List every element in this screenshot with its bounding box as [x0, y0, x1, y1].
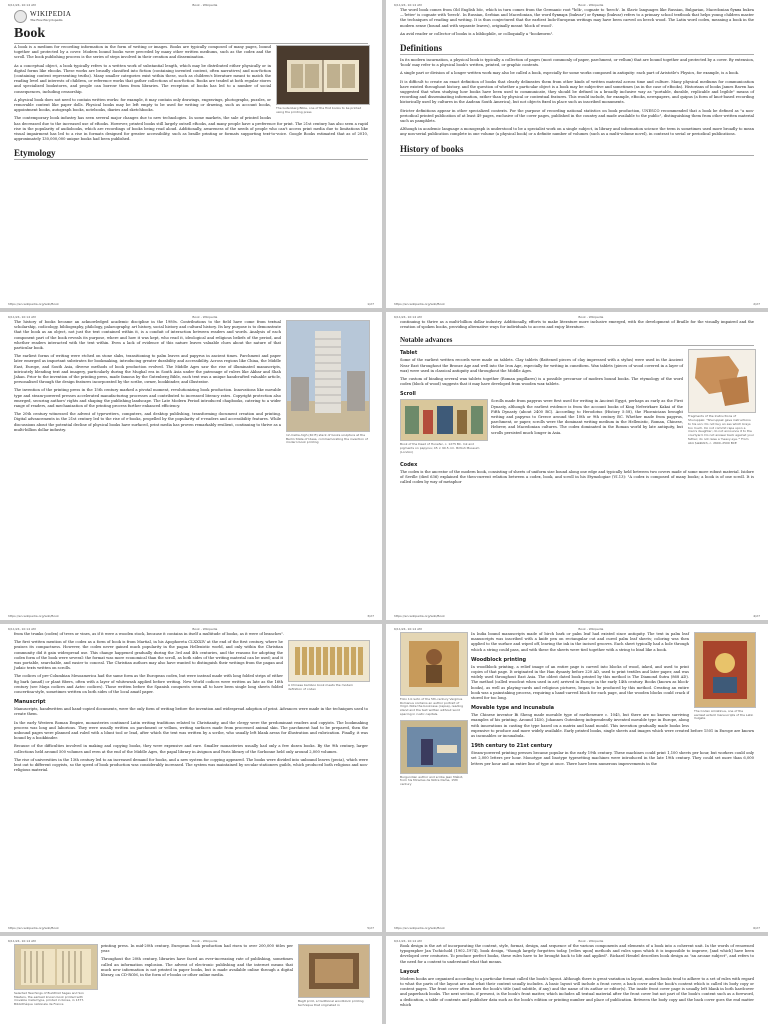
- section-heading-notable-advances: Notable advances: [400, 336, 754, 346]
- figure-caption: The Gutenberg Bible, one of the first books to be printed using the printing press: [276, 105, 362, 114]
- paragraph: The codex is the ancestor of the modern book, consisting of sheets of uniform size bound along one edge and typically held between two covers made of some more robust material. Isidore of Seville (died 636) explained the then-current relation between a codex, book, and scroll in his Etymologiae (VI.13): "A codex is composed of many books; a book is of one scroll. It is called codex by way of metaphor: [400, 469, 754, 485]
- page-header: [386, 936, 768, 944]
- paragraph: As a conceptual object, a book typically refers to a written work of substantial length, which may be distributed either physically or in digital forms like ebooks. These works are broadly classified into fiction (containing invented content, often narratives) and non-fiction (containing content representing truths). Many smaller categories exist within these, such as children's literature meant to match the reading level and interests of children, or reference works that gather collections of non-fiction. Books are traded at both regular stores and specialized bookstores, and people can borrow them from libraries. The reception of books has led to a number of social consequences, including censorship.: [14, 63, 271, 94]
- header-title: Book - Wikipedia: [578, 315, 604, 319]
- pdf-page-5: [0, 624, 382, 932]
- paragraph: The codices of pre-Columbian Mesoamerica had the same form as the European codex, but were instead made with long folded strips of either fig bark (amatl) or plant fibers, often with a layer of whitewash applied before writing. New World codices were written as late as the 16th century (see Maya codices and Aztec codices). Those written before the Spanish conquests seem all to have been single long sheets folded concertina-style, sometimes written on both sides of the local amatl paper.: [14, 674, 283, 695]
- pdf-page-7: [0, 936, 382, 1024]
- figure-jikji: [14, 944, 96, 1007]
- page-footer: [8, 302, 374, 306]
- page-number: 4/27: [753, 614, 760, 618]
- paragraph: The earliest forms of writing were etched on stone slabs, transitioning to palm leaves and papyrus in ancient times. Parchment and paper later emerged as important substrates for bookmaking, introducing greater durability and accessibility. Across regions like China, the Middle East, Europe, and South Asia, diverse methods of book production evolved. The Middle Ages saw the rise of illuminated manuscripts, intricately blending text and imagery, particularly during the Mughal era in South Asia under the patronage of rulers like Akbar and Shah Jahan. Prior to the invention of the printing press, made famous by the Gutenberg Bible, each text was a unique handcrafted valuable article, personalised through the design features incorporated by the scribe, owner, bookbinder, and illustrator.: [14, 354, 281, 385]
- paragraph: The contemporary book industry has seen several major changes due to new technologies. In some markets, the sale of printed books has decreased due to the increased use of eBooks. However, printed books still largely outsell eBooks, and many people have a preference for print. The 21st century has also seen a rapid rise in the popularity of audiobooks, which are recordings of books being read aloud. Additionally, awareness of the needs of people who can't access print media due to limitations like visual impairment has led to a rise in formats designed for greater accessibility, such as braille printing or formats supporting text-to-voice. Google Books estimated that as of 2010, approximately 130,000,000 unique books had been published.: [14, 116, 368, 142]
- paragraph: In woodblock printing, a relief image of an entire page is carved into blocks of wood, inked, and used to print copies of that page. It originated in the Han dynasty before 220 AD, used to print textiles and later paper, and was widely used throughout East Asia. The oldest dated book printed by this method is The Diamond Sutra (868 AD). The method (called woodcut when used in art) arrived in Europe in the early 14th century. Books (known as block-books), as well as playing-cards and religious pictures, began to be produced by this method. Creating an entire book was a painstaking process, requiring a hand-carved block for each page, and the wooden blocks could crack if stored for too long.: [471, 664, 689, 701]
- header-title: Book - Wikipedia: [192, 627, 218, 631]
- paragraph: It is difficult to create an exact definition of books that clearly delineates them from other kinds of written material across time and culture. Many physical mediums for communication have existed throughout history, and the question of whether a particular object is a book may be subjective and sometimes (as in the case of eBooks). Historians of books James Raven has suggested that when studying how books have been used to communicate, they should be defined in a broadly inclusive way as "portable, durable, replicable and legible" means of recording and disseminating information, rather than by physical or contextual features. This would include, for example, eBooks, newspapers, and quipus (a form of knot-based recording historically used by cultures in the Andean South America), but not objects fixed in place such as inscribed monuments.: [400, 79, 754, 105]
- header-date: 6/11/24, 10:14 AM: [394, 3, 422, 7]
- gutenberg-bible-image: [276, 45, 370, 105]
- figure-caption: Selected Teachings of Buddhist Sages and Son Masters, the earliest known book printed with movable metal type, printed in Korea, in 1377. Bibliothèque nationale de France: [14, 990, 85, 1007]
- paragraph: The history of books became an acknowledged academic discipline in the 1980s. Contributions to the field have come from textual scholarship, codicology, bibliography, philology, palaeography, art history, social history and cultural history. Its key purpose is to demonstrate that the book as an object, not just the text contained within it, is a conduit of interaction between readers and words. Analysis of each component part of the book reveals its purpose, where and how it was kept, who read it, ideological and religious beliefs of the period, and whether readers interacted with the text within. Even a lack of evidence of this nature leaves valuable clues about the nature of that particular book.: [14, 320, 281, 351]
- page-number: 3/27: [367, 614, 374, 618]
- pdf-page-4: [386, 312, 768, 620]
- paragraph: An avid reader or collector of books is a bibliophile, or colloquially a "bookworm".: [400, 31, 554, 36]
- figure-chinese-bamboo-book: [288, 640, 368, 691]
- figure-caption: Burgundian author and scribe Jean Miélot, from his Miracles de Notre Dame, 15th century: [400, 774, 464, 787]
- header-title: Book - Wikipedia: [578, 939, 604, 943]
- section-heading-etymology: Etymology: [14, 148, 368, 160]
- figure-book-stack-sculpture: [286, 320, 368, 445]
- header-date: 6/11/24, 10:14 AM: [8, 315, 36, 319]
- figure-baglt-print: [298, 944, 368, 1007]
- page-header: [386, 0, 768, 8]
- paragraph: Stricter definitions appear in other specialized contexts. For the purpose of recording national statistics on book production, UNESCO recommended that a book be defined as "a non-periodical printed publication of at least 49 pages, exclusive of the cover pages, published in the country and made available to the public", distinguishing them from other written material such as pamphlets.: [400, 108, 754, 124]
- footer-url[interactable]: https://en.wikipedia.org/wiki/Book: [394, 926, 445, 930]
- pdf-page-8: [386, 936, 768, 1024]
- figure-book-of-the-dead: [400, 399, 486, 454]
- page-number: 6/27: [753, 926, 760, 930]
- paragraph: A physical book does not need to contain written works: for example, it may contain only drawings, engravings, photographs, puzzles, or removable content like paper dolls. Physical books may be left empty to be used for writing or drawing, such as account books, appointment books, autograph books, notebooks, diaries and sketchbooks.: [14, 97, 271, 113]
- page-header: [0, 624, 382, 632]
- paragraph: In its modern incarnation, a physical book is typically a collection of pages (most commonly of paper, parchment, or vellum) that are bound together and protected by a cover. By extension, 'book' may refer to a physical book's written, printed, or graphic contents.: [400, 58, 754, 68]
- pdf-page-3: [0, 312, 382, 620]
- subsection-heading-manuscript: Manuscript: [14, 699, 46, 706]
- paragraph: Some of the earliest written records were made on tablets. Clay tablets (flattened pieces of clay impressed with a stylus) were used in the Ancient Near East throughout the Bronze Age and well into the Iron Age, especially for writing in cuneiform. Wax tablets (pieces of wood covered in a layer of wax) were used in classical antiquity and throughout the Middle Ages.: [400, 358, 683, 373]
- figure-caption: Baglt print, a traditional woodblock printing technique that originated in: [298, 998, 364, 1007]
- codex-amiatinus-image: [694, 632, 756, 708]
- header-date: 6/11/24, 10:14 AM: [394, 315, 422, 319]
- paragraph: Because of the difficulties involved in making and copying books, they were expensive and rare. Smaller monasteries usually had only a few dozen books. By the 9th century, larger collections held around 500 volumes and even at the end of the Middle Ages, the papal library in Avignon and Paris library of the Sorbonne held only around 2,000 volumes.: [14, 744, 368, 754]
- figure-caption: Book of the Dead of Hunefer, c. 1275 BC. Ink and pigments on papyrus; 45 × 90.5 cm. British Museum (London): [400, 442, 480, 454]
- header-title: Book - Wikipedia: [578, 627, 604, 631]
- vergilius-romanus-image: [400, 632, 468, 696]
- section-heading-definitions: Definitions: [400, 43, 754, 55]
- subsection-heading-19th-century: 19th century to 21st century: [471, 743, 553, 750]
- jean-mielot-image: [400, 720, 468, 774]
- paragraph: The custom of binding several wax tablets together (Roman pugillares) is a possible precursor of modern bound books. The etymology of the word codex (block of wood) suggests that it may have developed from wooden wax tablets.: [400, 377, 683, 387]
- pdf-page-2: [386, 0, 768, 308]
- page-number: 2/27: [753, 302, 760, 306]
- paragraph: The 20th century witnessed the advent of typewriters, computers, and desktop publishing, transforming document creation and printing. Digital advancements in the 21st century led to the rise of e-books, propelled by the popularity of e-readers and accessibility features. While discussions about the potential decline of physical books have surfaced, print media has proven remarkably resilient, continuing to thrive as a multi-billion dollar industry.: [14, 412, 281, 432]
- page-number: 1/27: [367, 302, 374, 306]
- footer-url[interactable]: https://en.wikipedia.org/wiki/Book: [394, 614, 445, 618]
- page-header: [386, 624, 768, 632]
- paragraph: printing press. In mid-20th century, European book production had risen to over 200,000 titles per year.: [101, 944, 293, 954]
- figure-caption: Fragments of the Instructions of Shuruppak: "Shuruppak gave instructions to his son: Do not buy an ass which brays too much. Do not commit rape upon a man's daughter; do not announce it to the courtyard. Do not answer back against your father; do not raise a 'heavy eye.'" From Abū Ṣalābīkh, c. 2600–2500 BCE: [688, 414, 754, 445]
- jikji-image: [14, 944, 98, 990]
- subsection-heading-codex: Codex: [400, 461, 418, 468]
- paragraph: A single part or division of a longer written work may also be called a book, especially for some works composed in antiquity: each part of Aristotle's Physics, for example, is a book.: [400, 71, 740, 76]
- paragraph: Although in academic language a monograph is understood to be a specialist work on a single subject, in library and information science the term is sometimes used more broadly to mean any non-serial publication complete in one volume (a physical book) or a definite number of volumes (such as a multi-volume novel), in contrast to serial or periodical publications.: [400, 127, 754, 137]
- paragraph: from the trunks (codex) of trees or vines, as if it were a wooden stock, because it contains in itself a multitude of books, as it were of branches".: [14, 632, 285, 636]
- figure-caption: 12-metre-high (40 ft) stack of books sculpture at the Berlin State of Ideas, commemorating the invention of modern book printing: [286, 432, 368, 445]
- paragraph: The first written mention of the codex as a form of book is from Martial, in his Apophoreta CLXXXIV at the end of the first century, where he praises its compactness. However, the codex never gained much popularity in the pagan Hellenistic world, and only within the Christian community did it gain widespread use. This change happened gradually during the 3rd and 4th centuries, and the reasons for adopting the codex form of the book were several: the format was more economical than the scroll, as both sides of the writing material can be used; and it was portable, searchable, and easier to conceal. The Christian authors may also have wanted to distinguish their writings from the pagan and Judaic texts written on scrolls.: [14, 640, 283, 671]
- lead-paragraph: A book is a medium for recording information in the form of writing or images. Books are typically composed of many pages, bound together and protected by a cover. Modern bound books were preceded by many other written mediums, such as the codex and the scroll. The book publishing process is the series of steps involved in their creation and dissemination.: [14, 45, 271, 60]
- paragraph: The rise of universities in the 13th century led to an increased demand for books, and a new system for copying appeared. The books were divided into unbound leaves (pecia), which were lent out to different copyists, so the speed of book production was considerably increased. The system was maintained by secular stationers guilds, which produced both religious and non-religious material.: [14, 757, 368, 773]
- bamboo-book-image: [288, 640, 370, 682]
- book-of-the-dead-image: [400, 399, 488, 441]
- page-footer: [8, 926, 374, 930]
- page-footer: [394, 614, 760, 618]
- paragraph: In India bound manuscripts made of birch bark or palm leaf had existed since antiquity. The text in palm leaf manuscripts was inscribed with a knife pen on rectangular cut and cured palm leaf sheets; coloring was then applied to the surface and wiped off, leaving the ink in the incised grooves. Each sheet typically had a hole through which a string could pass, and with these the sheets were tied together with a string to bind like a book.: [471, 632, 689, 652]
- figure-vergilius-romanus: [400, 632, 466, 787]
- page-footer: [8, 614, 374, 618]
- header-date: 6/11/24, 10:14 AM: [8, 627, 36, 631]
- paragraph: Manuscripts, handwritten and hand-copied documents, were the only form of writing before the invention and widespread adoption of print. Advances were made in the techniques used to create them.: [14, 707, 368, 717]
- figure-caption: The Codex Amiatinus, one of the earliest extant manuscripts of the Latin Vulgate: [694, 708, 754, 721]
- baglt-print-image: [298, 944, 370, 998]
- footer-url[interactable]: https://en.wikipedia.org/wiki/Book: [8, 926, 59, 930]
- page-header: [0, 936, 382, 944]
- pdf-page-6: [386, 624, 768, 932]
- footer-url[interactable]: https://en.wikipedia.org/wiki/Book: [394, 302, 445, 306]
- header-date: 6/11/24, 10:14 AM: [394, 627, 422, 631]
- figure-caption: A Chinese bamboo book meets the modern definition of codex: [288, 683, 354, 691]
- logo-tagline: The Free Encyclopedia: [30, 18, 63, 22]
- paragraph: continuing to thrive as a multi-billion dollar industry. Additionally, efforts to make literature more inclusive emerged, with the development of Braille for the visually impaired and the creation of spoken books, providing alternative ways for individuals to access and enjoy literature.: [400, 320, 754, 330]
- paragraph: The word book comes from Old English bōc, which in turn comes from the Germanic root *bōk-, cognate to 'beech'. In Slavic languages like Russian, Bulgarian, Macedonian буква bukva—'letter' is cognate with 'beech'. In Russian, Serbian and Macedonian, the word букварь (bukvar') or буквар (bukvar) refers to a primary school textbook that helps young children master the techniques of reading and writing. It is thus conjectured that the earliest Indo-European writings may have been carved on beech wood. The Latin word codex, meaning a book in the modern sense (bound and with separate leaves), originally meant 'block of wood'.: [400, 8, 754, 28]
- header-title: Book - Wikipedia: [578, 3, 604, 7]
- paragraph: The invention of the printing press in the 15th century marked a pivotal moment, revolutionizing book production. Innovations like movable type and steam-powered presses accelerated manufacturing processes and contributed to increased literacy rates. Copyright protection also emerged, securing authors' rights and shaping the publishing landscape. The Late Modern Period introduced chapbooks, catering to a wider range of readers, and mechanization of the printing process further enhanced efficiency.: [14, 388, 281, 409]
- page-header: [0, 312, 382, 320]
- header-title: Book - Wikipedia: [192, 939, 218, 943]
- clay-tablet-image: [688, 349, 756, 413]
- subsection-heading-tablet: Tablet: [400, 350, 418, 357]
- section-heading-history: History of books: [400, 144, 754, 156]
- pdf-page-1: [0, 0, 382, 308]
- paragraph: In the early Western Roman Empire, monasteries continued Latin writing traditions related to Christianity, and the clergy were the predominant readers and copyists. The bookmaking process was long and laborious. They were usually written on parchment or vellum, writing surfaces made from processed animal skin. The parchment had to be prepared, then the unbound pages were planned and ruled with a blunt tool or lead, after which the text was written by a scribe, who usually left blank areas for illustration and rubrication. Finally, it was bound by a bookbinder.: [14, 720, 368, 741]
- paragraph: The Chinese inventor Bi Sheng made movable type of earthenware c. 1045, but there are no known surviving examples of his printing. Around 1450, Johannes Gutenberg independently invented movable type in Europe, along with innovations in casting the type based on a matrix and hand mould. This invention gradually made books less expensive to produce and more widely available. Early printed books, single sheets and images which were created before 1501 in Europe are known as incunables or incunabula.: [471, 713, 754, 739]
- header-title: Book - Wikipedia: [192, 3, 218, 7]
- subsection-heading-layout: Layout: [400, 968, 420, 975]
- page-header: [386, 312, 768, 320]
- header-date: 6/11/24, 10:14 AM: [8, 939, 36, 943]
- page-number: 5/27: [367, 926, 374, 930]
- paragraph: Scrolls made from papyrus were first used for writing in Ancient Egypt, perhaps as early as the First Dynasty, although the earliest evidence is from the account books of King Neferirkare Kakai of the Fifth Dynasty (about 2400 BC). According to Herodotus (History 5:58), the Phoenicians brought writing and papyrus to Greece around the 10th or 9th century BC. Whether made from papyrus, parchment, or paper, scrolls were the dominant writing medium in the Hellenistic, Roman, Chinese, Hebrew, and Macedonian cultures. The codex dominated in the Roman world by late antiquity, but scrolls persisted much longer in Asia.: [491, 399, 683, 435]
- header-date: 6/11/24, 10:14 AM: [394, 939, 422, 943]
- subsection-heading-scroll: Scroll: [400, 391, 416, 398]
- header-date: 6/11/24, 10:14 AM: [8, 3, 36, 7]
- page-footer: [394, 926, 760, 930]
- page-header: [0, 0, 382, 8]
- footer-url[interactable]: https://en.wikipedia.org/wiki/Book: [8, 614, 59, 618]
- logo-wordmark: WIKIPEDIA: [30, 10, 72, 18]
- paragraph: Modern books are organized according to a particular format called the book's layout. Although there is great variation in layout, modern books tend to adhere to a set of rules with regard to what the parts of the layout are and what their content usually includes. A basic layout will include a front cover, a back cover and the book's content which is called its body copy or content pages. The front cover often bears the book's title (and subtitle, if any) and the name of its author or editor(s). The inside front cover page is usually left blank in both hardcover and paperback books. The next section, if present, is the book's front matter, which includes all textual material after the front cover but not part of the book's content such as a foreword, a dedication, a table of contents and publisher data such as the book's edition or printing number and place of publication. Between the body copy and the back cover goes the end matter which: [400, 976, 754, 1007]
- paragraph: Throughout the 20th century, libraries have faced an ever-increasing rate of publishing, sometimes called an information explosion. The advent of electronic publishing and the internet means that much new information is not printed in paper books, but is made available online through a digital library, on CD-ROM, in the form of e-books or other online media.: [101, 957, 293, 978]
- wikipedia-globe-icon: [14, 10, 27, 23]
- figure-caption: Folio 14 recto of the 5th-century Vergilius Romanus contains an author portrait of Virgil. Note the bookcase (capsa), reading stand and the text written without word spacing in rustic capitals.: [400, 696, 464, 716]
- figure-clay-tablet: [688, 349, 754, 445]
- figure-codex-amiatinus: [694, 632, 754, 721]
- figure-gutenberg-bible: [276, 45, 368, 114]
- subsection-heading-woodblock: Woodblock printing: [471, 656, 527, 663]
- header-title: Book - Wikipedia: [192, 315, 218, 319]
- wikipedia-logo[interactable]: [14, 10, 368, 23]
- subsection-heading-movable-type: Movable type and incunabula: [471, 705, 555, 712]
- paragraph: Book design is the art of incorporating the content, style, format, design, and sequence of the various components and elements of a book into a coherent unit. In the words of renowned typographer Jan Tschichold (1902–1974), book design, "though largely forgotten today, [relies upon] methods and rules upon which it is impossible to improve, [and which] have been developed over centuries. To produce perfect books, these rules have to be brought back to life and applied". Richard Hendel describes book design as "an arcane subject", and refers to the need for a context to understand what that means.: [400, 944, 754, 964]
- book-stack-sculpture-image: [286, 320, 370, 432]
- paragraph: Steam-powered printing presses became popular in the early 19th century. These machines could print 1,100 sheets per hour, but workers could only set 2,000 letters per hour. Monotype and linotype typesetting machines were introduced in the late 19th century. They could set more than 6,000 letters per hour and an entire line of type at once. There have been numerous improvements in the: [471, 751, 754, 766]
- footer-url[interactable]: https://en.wikipedia.org/wiki/Book: [8, 302, 59, 306]
- page-footer: [394, 302, 760, 306]
- page-title: Book: [14, 26, 368, 44]
